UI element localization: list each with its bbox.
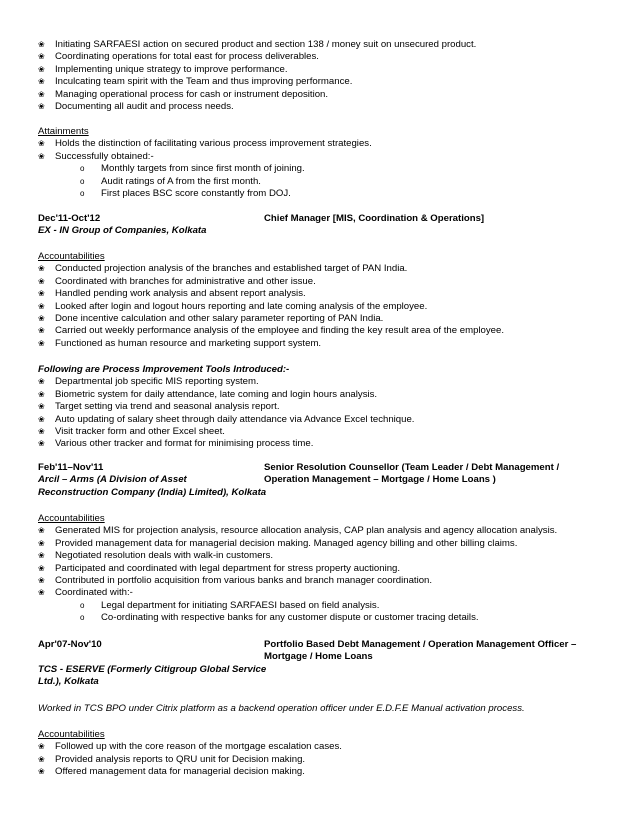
feather-bullet-icon: ❀ (38, 338, 45, 348)
list-item: ❀ Managing operational process for cash or instrument deposition. (38, 88, 329, 100)
attainments-section (38, 126, 598, 200)
feather-bullet-icon: ❀ (38, 439, 45, 449)
accountabilities-heading: Accountabilities (38, 729, 105, 740)
job-title: Senior Resolution Counsellor (Team Leader / Debt Management / (264, 462, 560, 473)
list-item: ❀ Successfully obtained:- (38, 150, 154, 162)
job-dates: Apr'07-Nov'10 (38, 639, 102, 650)
feather-bullet-icon: ❀ (38, 538, 45, 548)
list-item: ❀ Inculcating team spirit with the Team and thus improving performance. (38, 76, 353, 88)
job-title: Portfolio Based Debt Management / Operation Management Officer – (264, 639, 577, 650)
list-item: ❀ Provided management data for managerial decision making. Managed agency billing and other billing claims. (38, 537, 518, 549)
feather-bullet-icon: ❀ (38, 414, 45, 424)
feather-bullet-icon: ❀ (38, 313, 45, 323)
company-name: Arcil – Arms (A Division of Asset (38, 474, 187, 486)
feather-bullet-icon: ❀ (38, 289, 45, 299)
job-header (38, 462, 598, 499)
company-name-cont: Ltd.), Kolkata (38, 676, 99, 688)
accountabilities-section (38, 513, 598, 625)
list-item: ❀ Documenting all audit and process needs. (38, 100, 234, 112)
list-item: ❀ Coordinated with:- (38, 587, 133, 599)
feather-bullet-icon: ❀ (38, 139, 45, 149)
sub-list-item: o Monthly targets from since first month of joining. (80, 163, 305, 175)
list-item: ❀ Followed up with the core reason of the mortgage escalation cases. (38, 741, 342, 753)
accountabilities-heading: Accountabilities (38, 513, 105, 524)
job-dates: Feb'11–Nov'11 (38, 462, 104, 473)
sub-list-item: o First places BSC score constantly from DOJ. (80, 187, 291, 199)
list-item: ❀ Done incentive calculation and other salary parameter reporting of PAN India. (38, 312, 384, 324)
job-summary: Worked in TCS BPO under Citrix platform as a backend operation officer under E.D.F.E Manual activation process. (38, 703, 525, 714)
job-dates: Dec'11-Oct'12 (38, 213, 101, 224)
list-item: ❀ Various other tracker and format for minimising process time. (38, 438, 314, 450)
feather-bullet-icon: ❀ (38, 89, 45, 99)
list-item: ❀ Contributed in portfolio acquisition from various banks and branch manager coordination. (38, 574, 433, 586)
list-item: ❀ Looked after login and logout hours reporting and late coming analysis of the employee. (38, 300, 428, 312)
feather-bullet-icon: ❀ (38, 563, 45, 573)
feather-bullet-icon: ❀ (38, 64, 45, 74)
circle-bullet-icon: o (80, 176, 85, 186)
company-name-cont: Reconstruction Company (India) Limited), Kolkata (38, 486, 267, 498)
company-name: EX - IN Group of Companies, Kolkata (38, 225, 207, 237)
feather-bullet-icon: ❀ (38, 588, 45, 598)
feather-bullet-icon: ❀ (38, 101, 45, 111)
feather-bullet-icon: ❀ (38, 426, 45, 436)
list-item: ❀ Generated MIS for projection analysis, resource allocation analysis, CAP plan analysis and agency allocation analysis. (38, 525, 558, 537)
circle-bullet-icon: o (80, 600, 85, 610)
list-item: ❀ Offered management data for managerial decision making. (38, 766, 305, 778)
feather-bullet-icon: ❀ (38, 377, 45, 387)
feather-bullet-icon: ❀ (38, 52, 45, 62)
company-name: TCS - ESERVE (Formerly Citigroup Global Service (38, 663, 267, 675)
list-item: ❀ Negotiated resolution deals with walk-in customers. (38, 550, 274, 562)
job-header (38, 213, 598, 238)
list-item: ❀ Initiating SARFAESI action on secured product and section 138 / money suit on unsecured product. (38, 39, 477, 50)
list-item: ❀ Coordinated with branches for administrative and other issue. (38, 275, 316, 287)
job-header (38, 639, 598, 689)
list-item: ❀ Handled pending work analysis and absent report analysis. (38, 288, 306, 300)
list-item: ❀ Coordinating operations for total east for process deliverables. (38, 51, 319, 63)
job-title-cont: Mortgage / Home Loans (264, 651, 373, 663)
list-item: ❀ Carried out weekly performance analysis of the employee and finding the key result area of the employee. (38, 325, 505, 337)
feather-bullet-icon: ❀ (38, 77, 45, 87)
list-item: ❀ Participated and coordinated with legal department for stress property auctioning. (38, 562, 401, 574)
accountabilities-section (38, 251, 598, 350)
feather-bullet-icon: ❀ (38, 742, 45, 752)
list-item: ❀ Functioned as human resource and marketing support system. (38, 337, 322, 349)
feather-bullet-icon: ❀ (38, 526, 45, 536)
list-item: ❀ Visit tracker form and other Excel sheet. (38, 425, 225, 437)
feather-bullet-icon: ❀ (38, 754, 45, 764)
sub-list-item: o Co-ordinating with respective banks for any customer dispute or customer tracing details. (80, 612, 479, 624)
attainments-heading: Attainments (38, 126, 89, 137)
job-title: Chief Manager [MIS, Coordination & Operations] (264, 213, 485, 224)
circle-bullet-icon: o (80, 188, 85, 198)
accountabilities-heading: Accountabilities (38, 251, 105, 262)
list-item: ❀ Target setting via trend and seasonal analysis report. (38, 401, 280, 413)
feather-bullet-icon: ❀ (38, 402, 45, 412)
job-title-cont: Operation Management – Mortgage / Home Loans ) (264, 474, 496, 486)
list-item: ❀ Biometric system for daily attendance, late coming and login hours analysis. (38, 388, 378, 400)
list-item: ❀ Implementing unique strategy to improve performance. (38, 63, 288, 75)
tools-heading: Following are Process Improvement Tools Introduced:- (38, 364, 290, 375)
sub-list-item: o Legal department for initiating SARFAESI based on field analysis. (80, 599, 380, 611)
list-item: ❀ Auto updating of salary sheet through daily attendance via Advance Excel technique. (38, 413, 415, 425)
list-item: ❀ Departmental job specific MIS reporting system. (38, 376, 259, 388)
circle-bullet-icon: o (80, 164, 85, 174)
accountabilities-section (38, 729, 598, 779)
feather-bullet-icon: ❀ (38, 264, 45, 274)
feather-bullet-icon: ❀ (38, 326, 45, 336)
feather-bullet-icon: ❀ (38, 151, 45, 161)
responsibilities-list (38, 39, 598, 113)
sub-list-item: o Audit ratings of A from the first month. (80, 175, 261, 187)
feather-bullet-icon: ❀ (38, 389, 45, 399)
tools-section (38, 364, 598, 451)
circle-bullet-icon: o (80, 613, 85, 623)
feather-bullet-icon: ❀ (38, 276, 45, 286)
feather-bullet-icon: ❀ (38, 301, 45, 311)
feather-bullet-icon: ❀ (38, 767, 45, 777)
list-item: ❀ Conducted projection analysis of the branches and established target of PAN India. (38, 263, 408, 275)
feather-bullet-icon: ❀ (38, 551, 45, 561)
list-item: ❀ Holds the distinction of facilitating various process improvement strategies. (38, 138, 372, 150)
feather-bullet-icon: ❀ (38, 40, 45, 49)
list-item: ❀ Provided analysis reports to QRU unit for Decision making. (38, 753, 306, 765)
feather-bullet-icon: ❀ (38, 575, 45, 585)
